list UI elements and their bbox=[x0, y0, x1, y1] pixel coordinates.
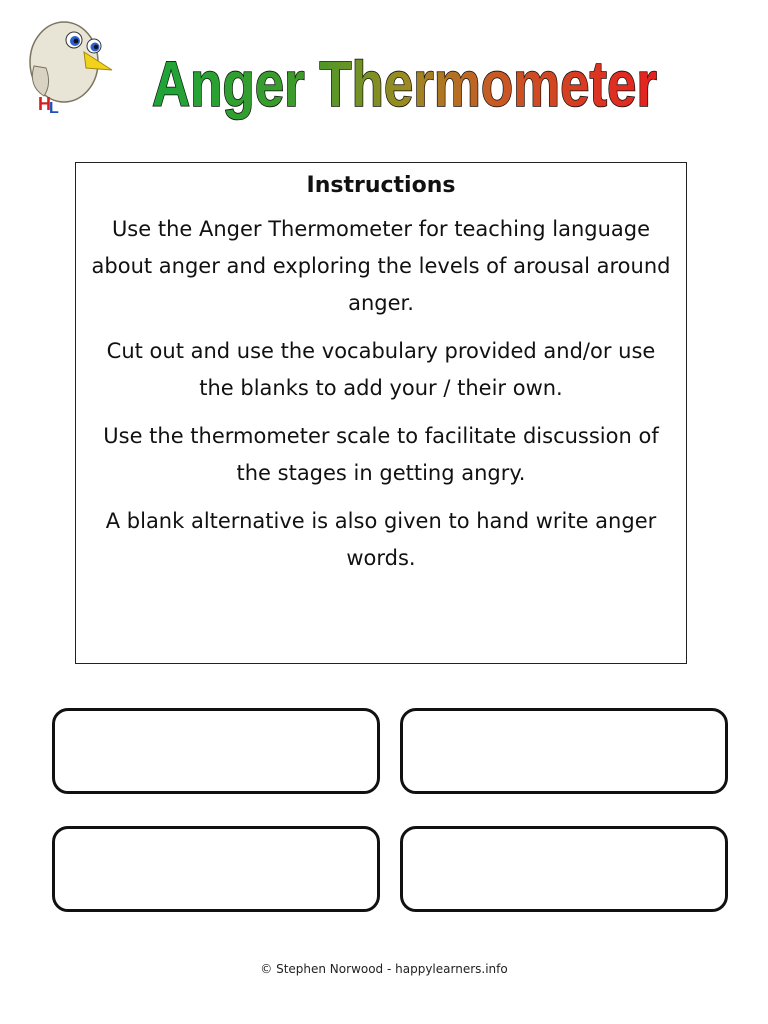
instructions-box bbox=[75, 162, 687, 664]
blank-word-card bbox=[400, 826, 728, 912]
blank-word-card bbox=[52, 708, 380, 794]
instructions-heading: Instructions bbox=[306, 173, 456, 198]
blank-word-card bbox=[52, 826, 380, 912]
bird-mascot-icon bbox=[22, 14, 114, 117]
blank-word-card bbox=[400, 708, 728, 794]
page-title-text: Anger Thermometer bbox=[152, 48, 657, 120]
instruction-paragraph: Cut out and use the vocabulary provided and/or use the blanks to add your / their own. bbox=[106, 339, 656, 400]
footer-copyright: © Stephen Norwood - happylearners.info bbox=[260, 962, 508, 976]
instruction-paragraph: Use the Anger Thermometer for teaching language about anger and exploring the levels of arousal around anger. bbox=[91, 217, 671, 315]
logo-letter-h: H bbox=[38, 94, 51, 114]
logo-letter-l: L bbox=[49, 100, 59, 117]
page-title bbox=[150, 46, 660, 126]
instruction-paragraph: A blank alternative is also given to hand write anger words. bbox=[105, 509, 657, 570]
instruction-paragraph: Use the thermometer scale to facilitate discussion of the stages in getting angry. bbox=[103, 424, 659, 485]
